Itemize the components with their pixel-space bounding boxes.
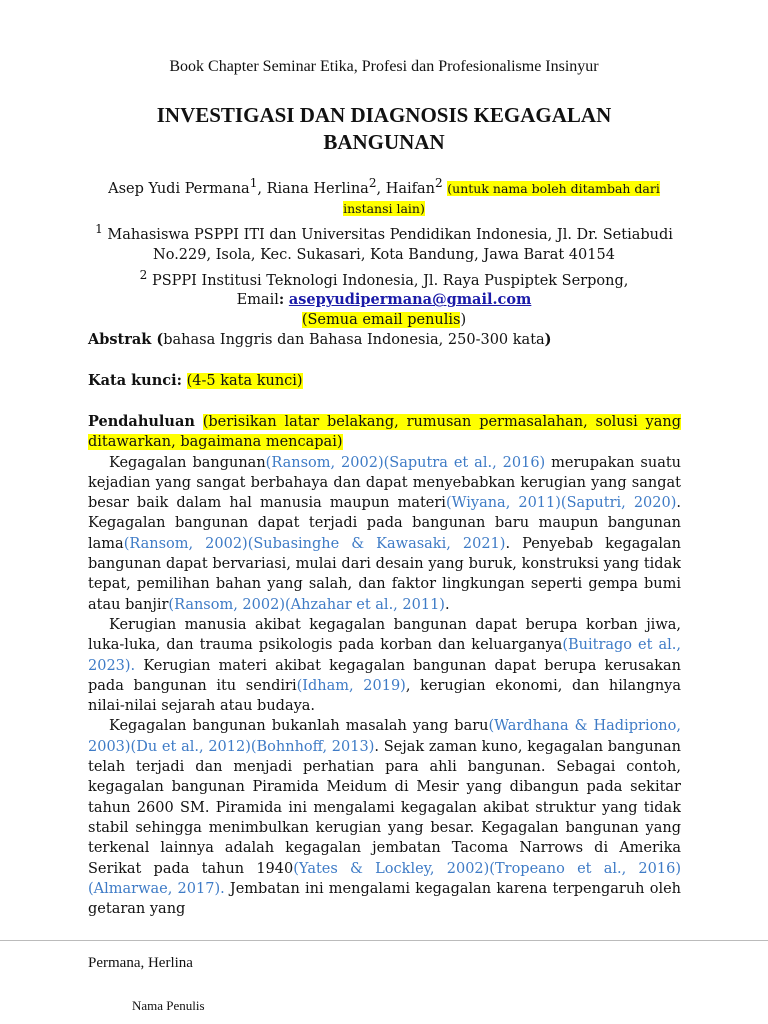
paragraph-text: Kegagalan bangunan bukanlah masalah yang baru bbox=[109, 718, 489, 735]
email-note-close: ) bbox=[460, 312, 467, 329]
footer-divider bbox=[0, 940, 768, 941]
paragraph-text: . bbox=[444, 596, 450, 613]
footer-label: Nama Penulis bbox=[132, 998, 205, 1013]
section-note: (berisikan latar belakang, rumusan permasalahan, solusi yang ditawarkan, bagaimana mencapai) bbox=[88, 414, 681, 451]
author-name: Asep Yudi Permana bbox=[108, 180, 250, 197]
author-name: Haifan bbox=[385, 180, 435, 197]
author-affiliation-mark: 1 bbox=[249, 176, 258, 190]
paragraph-text: merupakan suatu kejadian yang sangat berbahaya dan dapat menyebabkan kerugian yang sangat besar baik dalam hal manusia maupun materi bbox=[88, 454, 681, 512]
abstract-close: ) bbox=[544, 331, 552, 348]
author-note: (untuk nama boleh ditambah dari instansi lain) bbox=[343, 180, 660, 216]
affiliation-text: PSPPI Institusi Teknologi Indonesia, Jl. Raya Puspiptek Serpong, bbox=[151, 272, 629, 289]
email-line: Email: asepyudipermana@gmail.com bbox=[236, 291, 532, 309]
footer-authors: Permana, Herlina bbox=[88, 955, 193, 971]
citation[interactable]: (Yates & Lockley, 2002)(Tropeano et al., 2016)(Almarwae, 2017). bbox=[88, 860, 681, 897]
citation[interactable]: (Wiyana, 2011)(Saputri, 2020) bbox=[445, 495, 677, 512]
affiliation-mark: 1 bbox=[95, 221, 103, 236]
abstract-line bbox=[88, 331, 681, 348]
body-text bbox=[88, 412, 681, 940]
paper-title bbox=[60, 102, 708, 156]
affiliation-1 bbox=[84, 219, 684, 265]
citation[interactable]: (Wardhana & Hadipriono, 2003)(Du et al., 2012)(Bohnhoff, 2013) bbox=[88, 718, 681, 755]
paragraph-text: Jembatan ini mengalami kegagalan karena terpengaruh oleh getaran yang bbox=[88, 880, 681, 918]
paragraph-text: . Penyebab kegagalan bangunan dapat bervariasi, mulai dari desain yang buruk, konstruksi yang tidak tepat, pemilihan bahan yang salah, dan faktor lingkungan seperti gempa bumi atau banjir bbox=[88, 535, 681, 613]
abstract-note: bahasa Inggris dan Bahasa Indonesia, 250-300 kata bbox=[163, 332, 545, 348]
paper-title-line-1: INVESTIGASI DAN DIAGNOSIS KEGAGALAN bbox=[156, 103, 612, 127]
section-title: Pendahuluan bbox=[88, 413, 195, 430]
paper-title-line-2: BANGUNAN bbox=[323, 130, 445, 154]
paragraph bbox=[88, 453, 681, 615]
keywords-note: (4-5 kata kunci) bbox=[186, 373, 303, 389]
affiliation-mark: 2 bbox=[139, 267, 148, 282]
citation[interactable]: (Ransom, 2002)(Saputra et al., 2016) bbox=[265, 454, 546, 471]
citation[interactable]: (Ransom, 2002)(Ahzahar et al., 2011) bbox=[168, 596, 445, 613]
paragraph-text: Kegagalan bangunan bbox=[109, 454, 266, 471]
abstract-label: Abstrak ( bbox=[88, 331, 164, 348]
email-note: (Semua email penulis bbox=[301, 312, 461, 329]
keywords-label: Kata kunci: bbox=[88, 372, 182, 389]
paragraph bbox=[88, 716, 681, 919]
email-note-line bbox=[84, 310, 684, 330]
paragraph bbox=[88, 615, 681, 716]
paragraph-text: Kerugian materi akibat kegagalan bangunan dapat berupa kerusakan pada bangunan itu sendiri bbox=[88, 657, 681, 694]
paragraph-text: Kerugian manusia akibat kegagalan bangunan dapat berupa korban jiwa, luka-luka, dan trauma psikologis pada korban dan keluarganya bbox=[88, 616, 681, 654]
author-affiliation-mark: 2 bbox=[435, 176, 443, 190]
citation[interactable]: (Idham, 2019) bbox=[296, 677, 406, 694]
paragraph-text: . Kegagalan bangunan dapat terjadi pada bangunan baru maupun bangunan lama bbox=[88, 495, 681, 552]
email-link[interactable]: asepyudipermana@gmail.com bbox=[288, 291, 532, 309]
affiliation-text: Mahasiswa PSPPI ITI dan Universitas Pendidikan Indonesia, Jl. Dr. Setiabudi No.229, Isola, Kec. Sukasari, Kota Bandung, Jawa Barat 40154 bbox=[107, 226, 673, 263]
author-name: Riana Herlina bbox=[266, 180, 369, 197]
author-line: Asep Yudi Permana$^1$, Riana Herlina$^2$, Haifan$^2$ (untuk nama boleh ditambah dari instansi lain) bbox=[108, 176, 660, 216]
citation[interactable]: (Buitrago et al., 2023). bbox=[88, 637, 681, 674]
email-label: Email bbox=[236, 292, 279, 309]
citation[interactable]: (Ransom, 2002)(Subasinghe & Kawasaki, 2021) bbox=[123, 535, 506, 552]
keywords-line bbox=[88, 372, 681, 389]
affiliation-2 bbox=[84, 265, 684, 291]
author-block bbox=[84, 173, 684, 330]
author-affiliation-mark: 2 bbox=[368, 176, 377, 190]
paragraph-text: . Sejak zaman kuno, kegagalan bangunan telah terjadi dan menjadi perhatian para ahli bangunan. Sebagai contoh, kegagalan bangunan Piramida Meidum di Mesir yang dibangun pada sekitar tahun 2600 SM. Piramida ini mengalami kegagalan akibat struktur yang tidak stabil sehingga menimbulkan kerugian yang besar. Kegagalan bangunan yang terkenal lainnya adalah kegagalan jembatan Tacoma Narrows di Amerika Serikat pada tahun 1940 bbox=[88, 738, 681, 877]
paragraph-text: , kerugian ekonomi, dan hilangnya nilai-nilai sejarah atau budaya. bbox=[88, 677, 681, 715]
running-header: Book Chapter Seminar Etika, Profesi dan Profesionalisme Insinyur bbox=[169, 58, 599, 75]
section-heading bbox=[88, 412, 681, 453]
